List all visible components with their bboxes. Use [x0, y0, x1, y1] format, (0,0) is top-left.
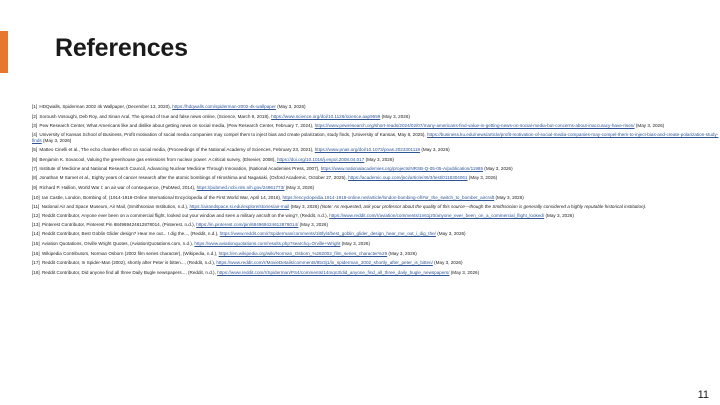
reference-text: Reddit Contributor, Best Goblin Glider design? Hear me out... I dig the..., (Reddit, n.d.), — [41, 231, 220, 237]
reference-item — [32, 270, 720, 276]
reference-number: [3] — [32, 123, 38, 129]
reference-accessed-date: (May 3, 2026) — [634, 123, 665, 129]
reference-accessed-date: (May 3, 2026) — [494, 194, 524, 200]
reference-text: Reddit Contributor, Did anyone find all three Daily Bugle newspapers..., (Reddit, n.d.), — [41, 270, 218, 276]
reference-item — [32, 147, 720, 153]
reference-accessed-date: (May 3, 2026) — [387, 250, 417, 256]
reference-number: [1] — [32, 104, 38, 109]
reference-link[interactable]: https://www.nationalacademies.org/projects/NRSB-Q-05-05-A/publication/11985 — [320, 166, 484, 172]
accent-bar — [0, 31, 8, 73]
reference-list — [32, 104, 720, 280]
reference-text: Institute of Medicine and National Research Council, Advancing Nuclear Medicine Through Innovation, (National Academies Press, 2007), — [39, 166, 321, 172]
reference-number: [17] — [32, 260, 40, 266]
reference-item — [32, 132, 720, 143]
reference-number: [4] — [32, 132, 38, 138]
reference-text: Ian Castle, London, Bombing of, (1914-1918-Online International Encyclopedia of the First World War, April 14, 2016), — [41, 194, 283, 200]
reference-item — [32, 241, 720, 247]
reference-link[interactable]: https://academic.oup.com/jnci/article/46/3/test/0118304061 — [348, 175, 468, 181]
reference-link[interactable]: https://www.aviationquotations.com/results.php?searchq=Orville+Wright — [194, 241, 341, 246]
reference-link[interactable]: https://en.wikipedia.org/wiki/Norman_Osborn_%282002_film_series_character%29 — [218, 250, 388, 256]
page-title: References — [55, 34, 188, 62]
reference-item — [32, 260, 720, 266]
reference-accessed-date: (May 3, 2026) — [340, 241, 370, 246]
reference-text: Reddit Contributor, Anyone ever been on a commercial flight, looked out your window and seen a military aircraft on the wing?, (Reddit, n.d.), — [41, 212, 330, 218]
reference-link[interactable]: https://hdqwalls.com/spiderman-2002-4k-wallpaper — [172, 104, 276, 109]
reference-accessed-date: (May 3, 2026) — [544, 212, 574, 218]
page-number: 11 — [697, 389, 709, 401]
reference-number: [16] — [32, 250, 40, 256]
reference-text: Pinterest Contributor, Pinterest Pin 684969424612878014, (Pinterest, n.d.), — [41, 221, 197, 227]
reference-number: [13] — [32, 221, 40, 227]
reference-link[interactable]: https://airandspace.si.edu/explore/stories/air-mail — [189, 203, 290, 209]
reference-link[interactable]: https://www.pewresearch.org/short-reads/2024/02/07/many-americans-find-value-in-getting-news-on-social-media-but-concerns-about-inaccuracy-have-risen/ — [314, 123, 635, 129]
reference-link[interactable]: https://pubmed.ncbi.nlm.nih.gov/24961773/ — [196, 184, 285, 190]
reference-accessed-date: (May 3, 2026) — [289, 203, 319, 209]
reference-link[interactable]: https://www.reddit.com/r/Spiderman/PS4/comments/14mqn3/did_anyone_find_all_three_daily_bugle_newspapers/ — [217, 270, 450, 276]
reference-accessed-date: (May 3, 2026) — [284, 184, 315, 190]
reference-item — [32, 185, 720, 191]
reference-text: Aviation Quotations, Orville Wright Quotes, (AviationQuotations.com, n.d.), — [41, 241, 195, 246]
reference-number: [11] — [32, 203, 40, 209]
reference-text: University of Kansas School of Business, Profit motivation of social media companies may compel them to inject bias and create polarization, study finds, (University of Kansas, May 6, 2025), — [39, 132, 427, 138]
reference-number: [2] — [32, 113, 38, 119]
reference-accessed-date: (May 3, 2026) — [449, 270, 480, 276]
reference-number: [9] — [32, 184, 38, 190]
reference-number: [8] — [32, 175, 38, 181]
reference-accessed-date: (May 3, 2026) — [364, 156, 394, 162]
reference-item — [32, 204, 720, 210]
reference-text: Jonathan M Samet et al., Eighty years of cancer research after the atomic bombings of Hiroshima and Nagasaki, (Oxford Academic, October 27, 2025), — [39, 175, 349, 181]
reference-number: [10] — [32, 194, 40, 200]
reference-link[interactable]: https://doi.org/10.1016/j.enpol.2008.04.017 — [276, 156, 365, 162]
reference-item — [32, 222, 720, 228]
reference-accessed-date: (May 3, 2026) — [380, 113, 410, 119]
reference-text: Reddit Contributor, In Spider-Man (2002), shortly after Peter is bitten..., (Reddit, n.d.), — [41, 260, 217, 266]
reference-accessed-date: (May 3, 2026) — [467, 175, 498, 181]
reference-text: Matteo Cinelli et al., The echo chamber effect on social media, (Proceedings of the National Academy of Sciences, February 23, 2021), — [39, 146, 315, 152]
reference-number: [12] — [32, 212, 40, 218]
reference-text: National Air and Space Museum, Air Mail, (Smithsonian Institution, n.d.), — [41, 203, 190, 209]
reference-number: [15] — [32, 241, 40, 246]
reference-number: [6] — [32, 156, 38, 162]
reference-item — [32, 114, 720, 120]
reference-text: HDQwalls, Spiderman 2002 4k Wallpaper, (December 13, 2020), — [39, 104, 173, 109]
reference-accessed-date: (May 3, 2026) — [483, 166, 513, 172]
reference-text: Richard P. Hallion, World War I: an air war of consequence, (PubMed, 2014), — [39, 184, 197, 190]
reference-item — [32, 123, 720, 129]
reference-item — [32, 195, 720, 201]
reference-text: Wikipedia Contributors, Norman Osborn (2002 film series character), (Wikipedia, n.d.), — [41, 250, 219, 256]
reference-accessed-date: (May 3, 2026) — [41, 137, 72, 143]
reference-number: [5] — [32, 146, 38, 152]
reference-accessed-date: (May 3, 2026) — [298, 221, 328, 227]
reference-number: [18] — [32, 270, 40, 276]
reference-accessed-date: (May 3, 2026) — [275, 104, 306, 109]
reference-link[interactable]: https://www.pnas.org/doi/10.1073/pnas.2023301118 — [314, 146, 421, 152]
reference-item — [32, 231, 720, 237]
reference-accessed-date: (May 3, 2026) — [432, 260, 463, 266]
reference-item — [32, 213, 720, 219]
reference-item — [32, 251, 720, 257]
reference-accessed-date: (May 3, 2026) — [435, 231, 466, 237]
reference-link[interactable]: https://business.ku.edu/news/article/profit-motivation-of-social-media-companies-may-compel-them-to-inject-bias-and-create-polarization-study-finds — [32, 132, 719, 143]
reference-text: Soroush Vosoughi, Deb Roy, and Sinan Aral, The spread of true and false news online, (Science, March 9, 2018), — [39, 113, 272, 119]
reference-number: [14] — [32, 231, 40, 237]
reference-link[interactable]: https://encyclopedia.1914-1918-online.net/article/london-bombing-of/#or_the_switch_to_bomber_aircraft — [282, 194, 495, 200]
reference-text: Benjamin K. Sovacool, Valuing the greenhouse gas emissions from nuclear power: A critical survey, (Elsevier, 2008), — [39, 156, 277, 162]
reference-item — [32, 175, 720, 181]
reference-item — [32, 157, 720, 163]
reference-link[interactable]: https://www.reddit.com/r/Spiderman/comments/1l6fyl4/best_goblin_glider_design_hear_me_out_i_dig_the/ — [219, 231, 436, 237]
reference-link[interactable]: https://www.science.org/doi/10.1126/science.aap9559 — [271, 113, 381, 119]
reference-item — [32, 166, 720, 172]
reference-link[interactable]: https://www.reddit.com/r/MovieDetails/comments/85r3j1/in_spiderman_2002_shortly_after_peter_is_bitten/ — [216, 260, 433, 266]
reference-link[interactable]: https://www.reddit.com/r/aviation/comments/1n61jz0/anyone_ever_been_on_a_commercial_flight_looked/ — [329, 212, 545, 218]
reference-number: [7] — [32, 166, 38, 172]
reference-note: (Note: As requested, ask your professor about the quality of this source—though the Smithsonian is generally considered a highly reputable historical institution). — [318, 203, 647, 209]
reference-link[interactable]: https://in.pinterest.com/pin/684969424612878014/ — [196, 221, 299, 227]
reference-text: Pew Research Center, What Americans like and dislike about getting news on social media, (Pew Research Center, February 7, 2024), — [39, 123, 315, 129]
reference-accessed-date: (May 3, 2026) — [420, 146, 450, 152]
reference-item — [32, 104, 720, 110]
